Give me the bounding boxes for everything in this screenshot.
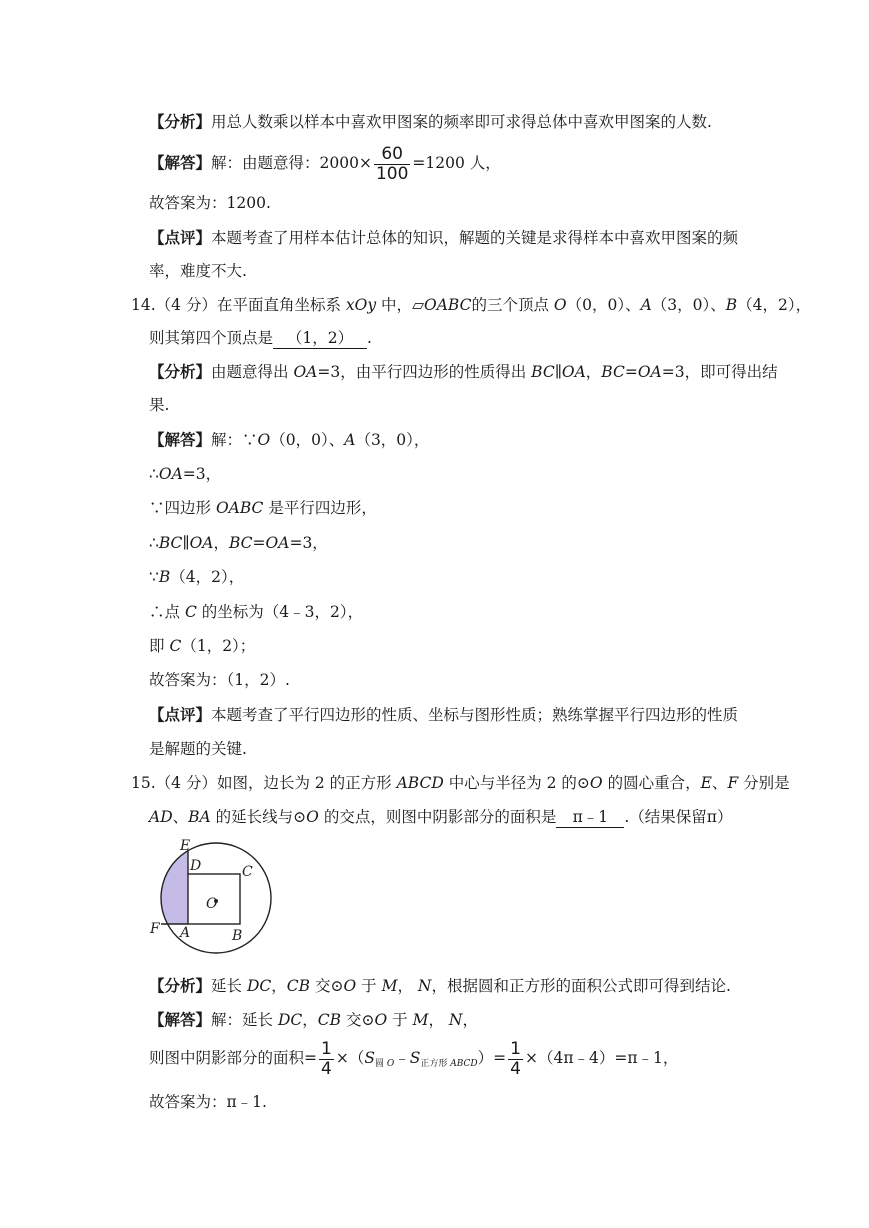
label-b: B [232, 928, 243, 944]
answer-blank: π﹣1 [556, 807, 624, 828]
q14-step: 即 C（1，2）； [149, 637, 256, 655]
q15-analysis: 【分析】延长 DC，CB 交⊙O 于 M， N，根据圆和正方形的面积公式即可得到结论. [149, 977, 731, 995]
label-c: C [242, 864, 253, 880]
q15-answer: 【解答】解：延长 DC，CB 交⊙O 于 M， N， [149, 1011, 478, 1029]
q14-comment-cont: 是解题的关键. [149, 740, 247, 758]
q13-final: 故答案为：1200. [149, 194, 271, 212]
q13-comment-cont: 率，难度不大. [149, 262, 247, 280]
label-e: E [180, 838, 191, 854]
answer-tag: 【解答】 [149, 431, 212, 449]
fraction: $\frac{1}{4}$ [321, 1038, 332, 1079]
analysis-tag: 【分析】 [149, 977, 212, 995]
circle-square-figure [148, 836, 278, 960]
q14-step: ∴BC∥OA，BC=OA=3， [149, 534, 328, 552]
q14-stem-cont: 则其第四个顶点是 （1，2） . [149, 329, 372, 347]
parallelogram-symbol: ▱ [412, 296, 424, 314]
q14-final: 故答案为：（1，2）. [149, 671, 290, 689]
analysis-tag: 【分析】 [149, 113, 212, 131]
comment-tag: 【点评】 [149, 229, 212, 247]
q13-analysis: 【分析】用总人数乘以样本中喜欢甲图案的频率即可求得总体中喜欢甲图案的人数. [149, 113, 712, 131]
q14-step: ∴点 C 的坐标为（4﹣3，2）， [149, 603, 364, 621]
answer-tag: 【解答】 [149, 154, 212, 172]
answer-tag: 【解答】 [149, 1011, 212, 1029]
label-o: O [206, 896, 218, 912]
q13-comment: 【点评】本题考查了用样本估计总体的知识，解题的关键是求得样本中喜欢甲图案的频 [149, 229, 739, 247]
q14-step: ∵四边形 OABC 是平行四边形， [149, 499, 377, 517]
q14-step: ∴OA=3， [149, 465, 222, 483]
q14-analysis: 【分析】由题意得出 OA=3，由平行四边形的性质得出 BC∥OA，BC=OA=3，即可得出结 [149, 363, 778, 381]
label-a: A [180, 925, 191, 941]
analysis-tag: 【分析】 [149, 363, 212, 381]
q14-answer: 【解答】解：∵O（0，0）、A（3，0）， [149, 431, 430, 449]
q15-stem-cont: AD、BA 的延长线与⊙O 的交点，则图中阴影部分的面积是 π﹣1 .（结果保留π） [149, 808, 733, 826]
label-f: F [150, 921, 160, 937]
q15-final: 故答案为：π﹣1. [149, 1093, 267, 1111]
label-d: D [190, 858, 202, 874]
fraction: $\frac{1}{4}$ [510, 1038, 521, 1079]
q14-comment: 【点评】本题考查了平行四边形的性质、坐标与图形性质；熟练掌握平行四边形的性质 [149, 706, 739, 724]
q14-analysis-cont: 果. [149, 396, 170, 414]
comment-tag: 【点评】 [149, 706, 212, 724]
answer-blank: （1，2） [273, 328, 367, 349]
q15-area-formula: 则图中阴影部分的面积= $\frac{1}{4}$ $\times(S_{圆 O}﹣S_{正方形 ABCD})=$ $\frac{1}{4}$ ×（4π﹣4）=π﹣1， [149, 1038, 679, 1079]
q13-answer: 【解答】解：由题意得：2000× $\frac{60}{100}$ =1200 人， [149, 143, 501, 184]
q14-stem: 14.（4 分）在平面直角坐标系 xOy 中，▱OABC的三个顶点 O（0，0）、A（3，0）、B（4，2）， [131, 296, 812, 314]
q15-stem: 15.（4 分）如图，边长为 2 的正方形 ABCD 中心与半径为 2 的⊙O 的圆心重合，E、F 分别是 [131, 774, 790, 792]
q14-step: ∵B（4，2）， [149, 568, 245, 586]
fraction: $\frac{60}{100}$ [375, 143, 409, 184]
